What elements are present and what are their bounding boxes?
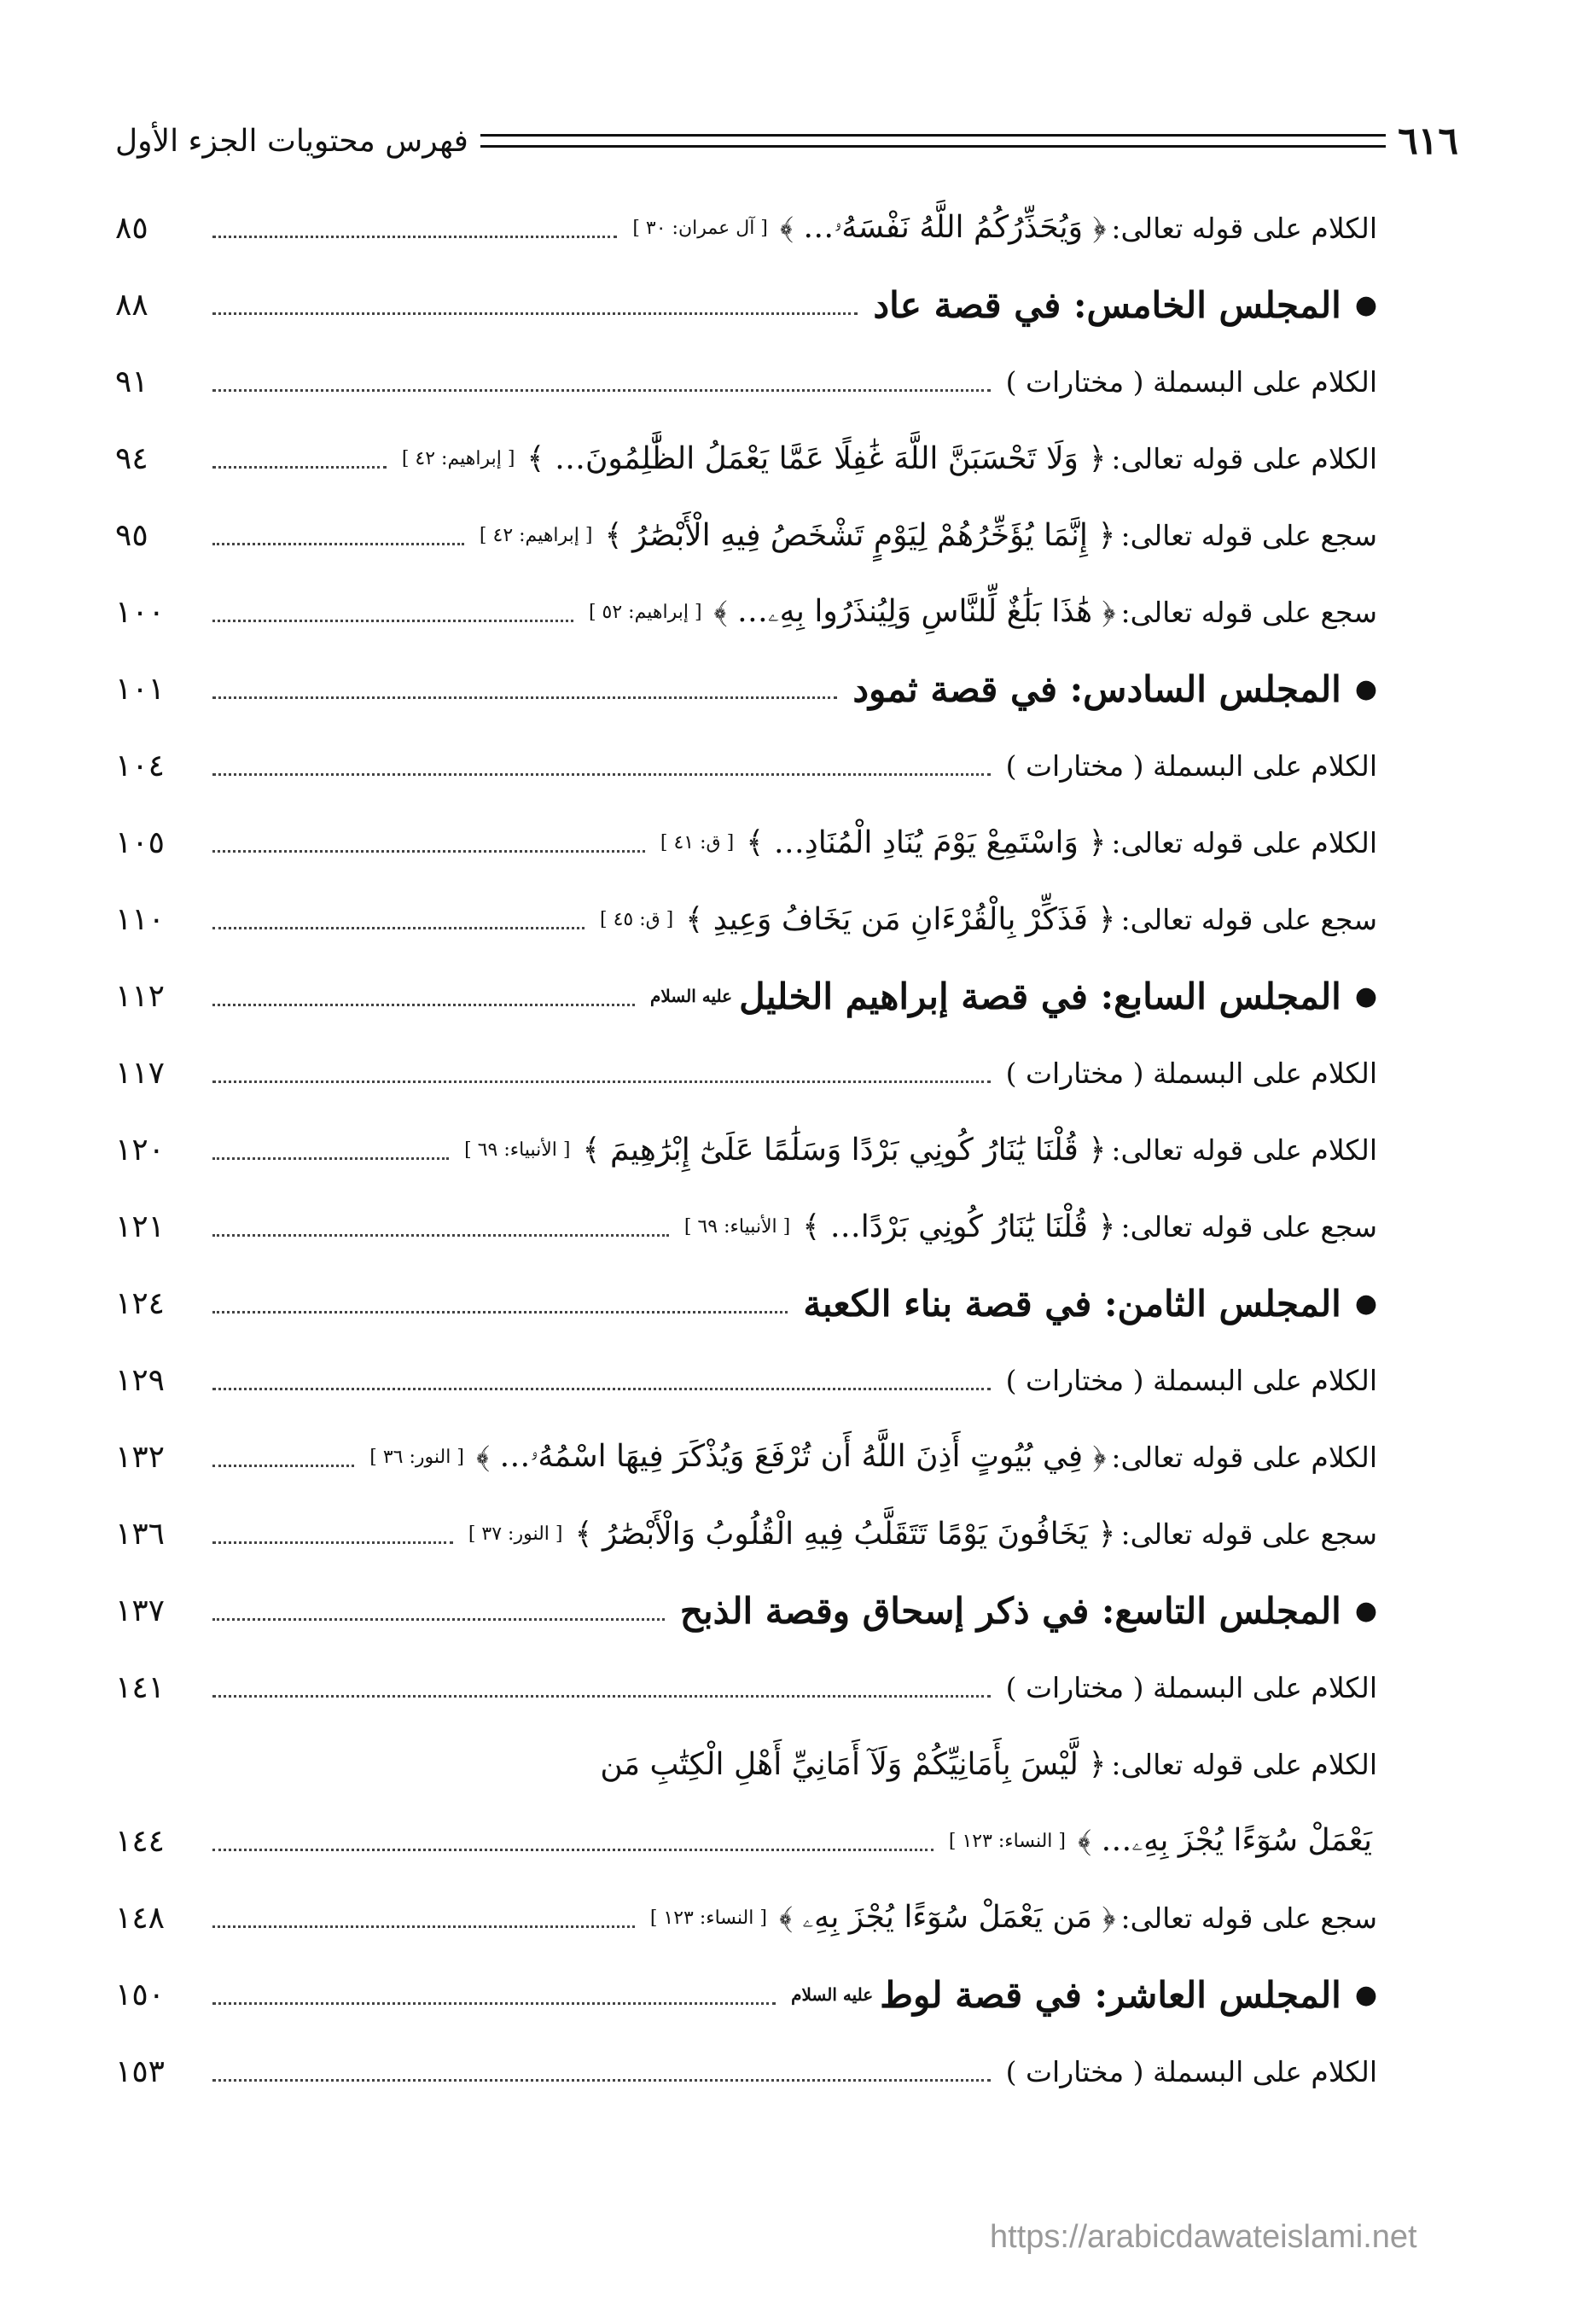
dot-leader — [212, 620, 573, 622]
dot-leader — [212, 1004, 635, 1006]
entry-text — [680, 1590, 1377, 1632]
toc-entry — [115, 1034, 1377, 1111]
entry-prefix: الكلام على البسملة ( مختارات ) — [1005, 1363, 1377, 1397]
entry-text — [1006, 1364, 1377, 1397]
section-title: المجلس الخامس: في قصة عاد — [873, 283, 1341, 326]
page-number: ٦١٦ — [1398, 119, 1458, 163]
verse-reference: [ النور: ٣٧ ] — [468, 1523, 563, 1545]
bullet-icon: ● — [1354, 1595, 1377, 1626]
dot-leader — [212, 927, 585, 929]
page-ref-number: ١٥٠ — [115, 1977, 166, 2012]
page-ref-number: ١١٧ — [115, 1055, 166, 1091]
entry-text — [852, 668, 1377, 710]
entry-prefix: الكلام على البسملة ( مختارات ) — [1005, 364, 1377, 399]
page-ref-number: ١١٢ — [115, 978, 166, 1014]
page-ref-number: ٩١ — [115, 364, 148, 399]
page-ref-number: ٨٨ — [115, 287, 148, 323]
page-ref-number: ١٤٨ — [115, 1900, 166, 1936]
bullet-icon: ● — [1354, 981, 1377, 1011]
bullet-icon: ● — [1354, 1288, 1377, 1319]
dot-leader — [212, 543, 464, 545]
toc-entry — [115, 420, 1377, 497]
entry-text — [369, 1439, 1377, 1475]
dot-leader — [212, 1925, 635, 1928]
entry-prefix: الكلام على قوله تعالى: — [1111, 1440, 1377, 1474]
toc-entry — [115, 1188, 1377, 1265]
quran-verse: ﴿ قُلْنَا يَٰنَارُ كُونِي بَرْدًا… ﴾ — [802, 1209, 1116, 1244]
page-ref-number: ١١٠ — [115, 901, 166, 937]
toc-entry — [115, 574, 1377, 650]
verse-reference: [ النساء: ١٢٣ ] — [948, 1830, 1066, 1852]
entry-text — [1006, 2055, 1377, 2088]
verse-reference: [ ق: ٤١ ] — [660, 831, 735, 853]
page-ref-number: ١٠٥ — [115, 824, 166, 860]
toc-entry — [115, 727, 1377, 804]
page-ref-number: ٩٤ — [115, 440, 148, 476]
watermark: https://arabicdawateislami.net — [990, 2219, 1417, 2255]
entry-text — [684, 1209, 1377, 1244]
toc-entry — [115, 1111, 1377, 1188]
quran-verse: ﴿ وَيُحَذِّرُكُمُ اللَّهُ نَفْسَهُۥ… ﴾ — [779, 210, 1107, 245]
entry-text — [650, 1900, 1377, 1936]
entry-prefix: سجع على قوله تعالى: — [1120, 1901, 1377, 1935]
entry-text — [1006, 365, 1377, 399]
page-ref-number: ٩٥ — [115, 517, 148, 553]
verse-reference: [ آل عمران: ٣٠ ] — [632, 217, 768, 239]
verse-reference: [ الأنبياء: ٦٩ ] — [464, 1139, 571, 1161]
entry-text — [480, 518, 1377, 553]
entry-text — [1006, 1671, 1377, 1704]
bullet-icon: ● — [1354, 1979, 1377, 2010]
toc-entry — [115, 1418, 1377, 1495]
toc-section-heading — [115, 650, 1377, 727]
dot-leader — [212, 1618, 665, 1621]
dot-leader — [212, 2002, 776, 2005]
entry-prefix: سجع على قوله تعالى: — [1120, 518, 1377, 552]
entry-text — [1006, 749, 1377, 783]
entry-prefix: الكلام على قوله تعالى: — [1111, 1747, 1377, 1781]
toc-entry — [115, 1726, 1377, 1879]
entry-prefix: الكلام على البسملة ( مختارات ) — [1005, 1056, 1377, 1090]
quran-verse: ﴿ إِنَّمَا يُؤَخِّرُهُمْ لِيَوْمٍ تَشْخَصُ فِيهِ الْأَبْصَٰرُ ﴾ — [604, 517, 1116, 553]
page-ref-number: ١٠١ — [115, 671, 166, 707]
entry-prefix: الكلام على قوله تعالى: — [1111, 825, 1377, 859]
quran-verse: ﴿ مَن يَعْمَلْ سُوٓءًا يُجْزَ بِهِۦ ﴾ — [778, 1900, 1116, 1935]
entry-text — [402, 441, 1377, 476]
toc-section-heading — [115, 958, 1377, 1034]
quran-verse: ﴿ فَذَكِّرْ بِالْقُرْءَانِ مَن يَخَافُ وَعِيدِ ﴾ — [685, 901, 1116, 937]
toc-entry — [115, 343, 1377, 420]
honorific: عليه السلام — [649, 986, 733, 1006]
page-ref-number: ٨٥ — [115, 210, 148, 246]
entry-prefix: سجع على قوله تعالى: — [1120, 1517, 1377, 1551]
toc-entry-line1 — [115, 1726, 1377, 1803]
page-ref-number: ١٤١ — [115, 1669, 166, 1705]
quran-verse-continued: يَعْمَلْ سُوٓءًا يُجْزَ بِهِۦ… ﴾ — [1078, 1823, 1372, 1858]
page-ref-number: ١٣٧ — [115, 1593, 166, 1628]
toc-list — [115, 189, 1377, 2110]
toc-section-heading — [115, 1572, 1377, 1649]
toc-section-heading — [115, 1956, 1377, 2033]
entry-text — [949, 1823, 1377, 1859]
verse-reference: [ إبراهيم: ٤٢ ] — [401, 447, 515, 469]
toc-entry — [115, 1495, 1377, 1572]
dot-leader — [212, 1388, 991, 1390]
page-ref-number: ١٢٤ — [115, 1285, 166, 1321]
dot-leader — [212, 1849, 933, 1851]
dot-leader — [212, 2079, 991, 2082]
verse-reference: [ إبراهيم: ٥٢ ] — [588, 601, 702, 623]
entry-text — [803, 1283, 1377, 1325]
toc-entry — [115, 1342, 1377, 1418]
header-rule — [480, 134, 1386, 148]
dot-leader — [212, 312, 858, 315]
verse-reference: [ ق: ٤٥ ] — [599, 908, 674, 930]
entry-text — [791, 1974, 1377, 2016]
dot-leader — [212, 696, 837, 699]
page-ref-number: ١٢٠ — [115, 1132, 166, 1168]
page-ref-number: ١٢٩ — [115, 1362, 166, 1398]
quran-verse: ﴿ لَّيْسَ بِأَمَانِيِّكُمْ وَلَآ أَمَانِيِّ أَهْلِ الْكِتَٰبِ مَن — [600, 1746, 1107, 1782]
dot-leader — [212, 1311, 788, 1313]
entry-text — [589, 594, 1377, 630]
verse-reference: [ النساء: ١٢٣ ] — [649, 1907, 767, 1929]
entry-text — [600, 902, 1377, 937]
bullet-icon: ● — [1354, 289, 1377, 320]
entry-prefix: سجع على قوله تعالى: — [1120, 902, 1377, 936]
dot-leader — [212, 1465, 354, 1467]
honorific: عليه السلام — [791, 1984, 874, 2005]
entry-text — [650, 976, 1377, 1017]
page-ref-number: ١٢١ — [115, 1209, 166, 1244]
entry-prefix: الكلام على قوله تعالى: — [1111, 1133, 1377, 1167]
toc-entry — [115, 881, 1377, 958]
entry-prefix: الكلام على البسملة ( مختارات ) — [1005, 2054, 1377, 2088]
dot-leader — [212, 1695, 991, 1698]
toc-section-heading — [115, 266, 1377, 343]
dot-leader — [212, 236, 617, 238]
entry-text — [1006, 1057, 1377, 1090]
section-title: المجلس العاشر: في قصة لوط — [880, 1973, 1341, 2016]
dot-leader — [212, 1157, 449, 1160]
verse-reference: [ إبراهيم: ٤٢ ] — [479, 524, 593, 546]
bullet-icon: ● — [1354, 673, 1377, 704]
page-ref-number: ١٣٦ — [115, 1516, 166, 1552]
header-title: فهرس محتويات الجزء الأول — [115, 123, 468, 159]
section-title: المجلس الثامن: في قصة بناء الكعبة — [803, 1282, 1341, 1325]
toc-section-heading — [115, 1265, 1377, 1342]
toc-entry — [115, 2033, 1377, 2110]
quran-verse: ﴿ هَٰذَا بَلَٰغٌ لِّلنَّاسِ وَلِيُنذَرُوا بِهِۦ… ﴾ — [713, 594, 1116, 629]
section-title: المجلس السابع: في قصة إبراهيم الخليل — [739, 975, 1341, 1017]
dot-leader — [212, 466, 387, 469]
toc-entry-multiline — [115, 1726, 1377, 1879]
entry-text — [873, 284, 1377, 326]
section-title: المجلس السادس: في قصة ثمود — [852, 667, 1341, 710]
entry-prefix: الكلام على البسملة ( مختارات ) — [1005, 1670, 1377, 1704]
dot-leader — [212, 1080, 991, 1083]
dot-leader — [212, 1541, 453, 1544]
quran-verse: ﴿ قُلْنَا يَٰنَارُ كُونِي بَرْدًا وَسَلَٰمًا عَلَىٰٓ إِبْرَٰهِيمَ ﴾ — [582, 1132, 1107, 1168]
verse-reference: [ النور: ٣٦ ] — [369, 1446, 464, 1468]
page-ref-number: ١٣٢ — [115, 1439, 166, 1475]
entry-prefix: الكلام على قوله تعالى: — [1111, 211, 1377, 245]
page-ref-number: ١٠٤ — [115, 748, 166, 783]
dot-leader — [212, 773, 991, 776]
toc-entry-line2 — [115, 1803, 1377, 1879]
dot-leader — [212, 389, 991, 392]
toc-entry — [115, 189, 1377, 266]
entry-prefix: سجع على قوله تعالى: — [1120, 1209, 1377, 1244]
page-ref-number: ١٤٤ — [115, 1823, 166, 1859]
quran-verse: ﴿ وَاسْتَمِعْ يَوْمَ يُنَادِ الْمُنَادِ… ﴾ — [746, 824, 1107, 860]
entry-text — [468, 1517, 1377, 1552]
entry-prefix: الكلام على البسملة ( مختارات ) — [1005, 748, 1377, 783]
quran-verse: ﴿ فِي بُيُوتٍ أَذِنَ اللَّهُ أَن تُرْفَعَ وَيُذْكَرَ فِيهَا اسْمُهُۥ… ﴾ — [475, 1439, 1107, 1474]
entry-text — [632, 210, 1377, 246]
quran-verse: ﴿ يَخَافُونَ يَوْمًا تَتَقَلَّبُ فِيهِ الْقُلُوبُ وَالْأَبْصَٰرُ ﴾ — [574, 1516, 1116, 1552]
quran-verse: ﴿ وَلَا تَحْسَبَنَّ اللَّهَ غَٰفِلًا عَمَّا يَعْمَلُ الظَّٰلِمُونَ… ﴾ — [526, 440, 1107, 476]
page-ref-number: ١٠٠ — [115, 594, 166, 630]
page-header — [115, 115, 1458, 166]
toc-entry — [115, 804, 1377, 881]
toc-entry — [115, 1649, 1377, 1726]
entry-text — [660, 825, 1377, 860]
dot-leader — [212, 1234, 669, 1237]
toc-entry — [115, 497, 1377, 574]
dot-leader — [212, 850, 645, 853]
toc-entry — [115, 1879, 1377, 1956]
page-ref-number: ١٥٣ — [115, 2053, 166, 2089]
entry-text — [464, 1133, 1377, 1168]
section-title: المجلس التاسع: في ذكر إسحاق وقصة الذبح — [679, 1589, 1341, 1632]
entry-prefix: الكلام على قوله تعالى: — [1111, 441, 1377, 475]
verse-reference: [ الأنبياء: ٦٩ ] — [683, 1215, 791, 1238]
entry-prefix: سجع على قوله تعالى: — [1120, 595, 1377, 629]
